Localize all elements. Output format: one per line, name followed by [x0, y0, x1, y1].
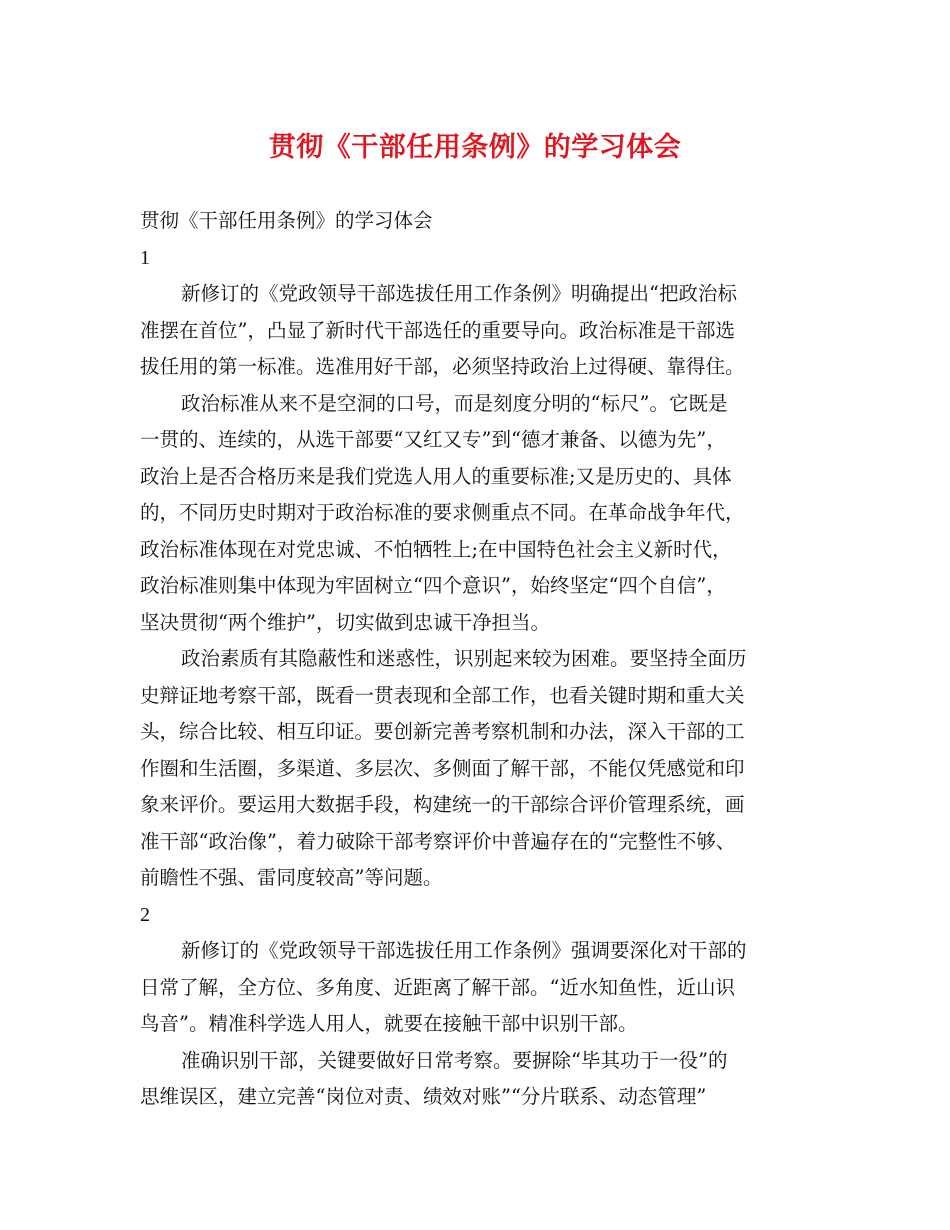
text-line: 贯彻《干部任用条例》的学习体会 [140, 209, 433, 232]
text-line: 政治标准体现在对党忠诚、不怕牺牲上;在中国特色社会主义新时代， [140, 537, 732, 561]
text-line: 准摆在首位”，凸显了新时代干部选任的重要导向。政治标准是干部选 [140, 318, 735, 342]
document-title: 贯彻《干部任用条例》的学习体会 [268, 132, 682, 163]
text-line: 准确识别干部，关键要做好日常考察。要摒除“毕其功于一役”的 [181, 1048, 728, 1072]
text-line: 鸟音”。精准科学选人用人，就要在接触干部中识别干部。 [140, 1012, 638, 1035]
text-line: 新修订的《党政领导干部选拔任用工作条例》明确提出“把政治标 [181, 282, 737, 305]
text-line: 头，综合比较、相互印证。要创新完善考察机制和办法，深入干部的工 [140, 720, 745, 743]
text-line: 的，不同历史时期对于政治标准的要求侧重点不同。在革命战争年代， [140, 501, 745, 524]
text-line: 一贯的、连续的，从选干部要“又红又专”到“德才兼备、以德为先”， [140, 428, 726, 451]
text-line: 思维误区，建立完善“岗位对责、绩效对账”“分片联系、动态管理” [140, 1085, 707, 1108]
text-line: 拔任用的第一标准。选准用好干部，必须坚持政治上过得硬、靠得住。 [140, 355, 745, 378]
text-line: 政治上是否合格历来是我们党选人用人的重要标准;又是历史的、具体 [140, 464, 732, 488]
text-line: 日常了解，全方位、多角度、近距离了解干部。“近水知鱼性，近山识 [140, 975, 735, 999]
section-number: 2 [140, 903, 150, 926]
text-line: 政治标准从来不是空洞的口号，而是刻度分明的“标尺”。它既是 [181, 391, 728, 415]
text-line: 象来评价。要运用大数据手段，构建统一的干部综合评价管理系统，画 [140, 793, 745, 816]
text-line: 前瞻性不强、雷同度较高”等问题。 [140, 866, 443, 889]
section-number: 1 [140, 246, 150, 269]
document-body [140, 203, 830, 1116]
text-line: 新修订的《党政领导干部选拔任用工作条例》强调要深化对干部的 [181, 939, 747, 962]
text-line: 政治标准则集中体现为牢固树立“四个意识”，始终坚定“四个自信”， [140, 574, 726, 597]
text-line: 作圈和生活圈，多渠道、多层次、多侧面了解干部，不能仅凭感觉和印 [140, 756, 745, 780]
text-line: 政治素质有其隐蔽性和迷惑性，识别起来较为困难。要坚持全面历 [181, 647, 747, 670]
text-line: 史辩证地考察干部，既看一贯表现和全部工作，也看关键时期和重大关 [140, 683, 745, 707]
text-line: 准干部“政治像”，着力破除干部考察评价中普遍存在的“完整性不够、 [140, 829, 736, 853]
text-line: 坚决贯彻“两个维护”，切实做到忠诚干净担当。 [140, 610, 550, 634]
